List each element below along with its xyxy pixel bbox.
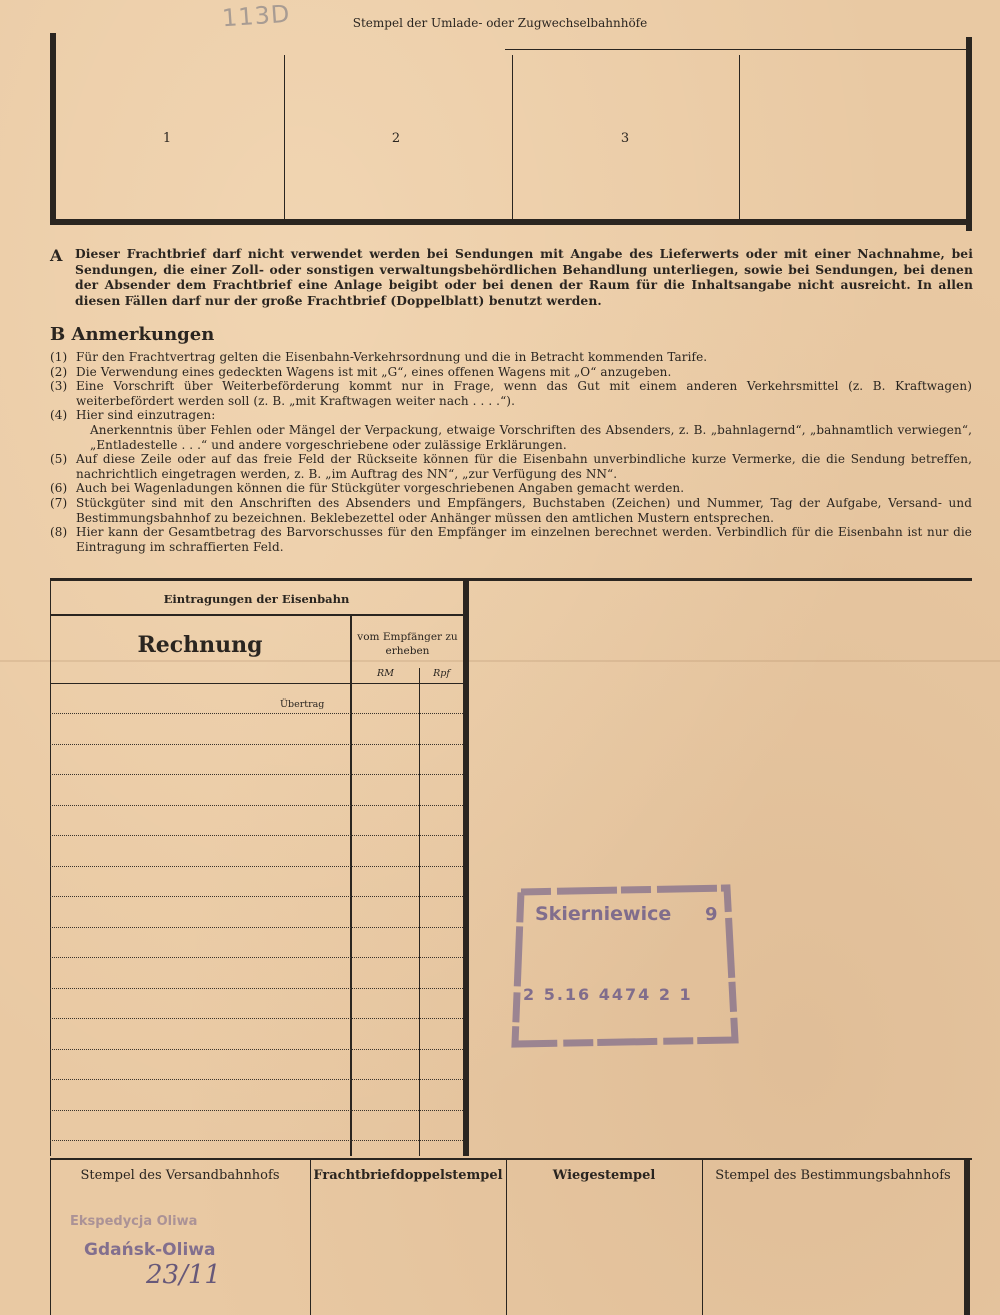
col-rpf: Rpf: [433, 668, 450, 679]
section-a-letter: A: [50, 246, 63, 265]
table-row: [50, 1079, 463, 1080]
stamp-station-name: Skierniewice: [535, 903, 672, 925]
table-row: [50, 744, 463, 745]
stamp-line-2: Gdańsk-Oliwa: [84, 1240, 216, 1260]
note-item: (4) Hier sind einzutragen: Anerkenntnis über Fehlen oder Mängel der Verpackung, etwaige Vorschriften des Absenders, z. B. „bahnlagernd“, „bahnamtlich verwiegen“, „Entladestelle . . .“ und andere vorgeschriebene oder zulässige Erklärungen.: [50, 408, 972, 452]
table-row: [50, 713, 463, 714]
note-item: (8) Hier kann der Gesamtbetrag des Barvorschusses für den Empfänger im einzelnen berechnet werden. Verbindlich für die Eisenbahn ist nur die Eintragung im schraffierten Feld.: [50, 525, 972, 554]
handwritten-note: 23/11: [146, 1260, 221, 1290]
stamp-label-doppel: Frachtbriefdoppelstempel: [313, 1168, 503, 1183]
table-left-border: [50, 581, 51, 1156]
top-box-title: Stempel der Umlade- oder Zugwechselbahnhöfe: [352, 16, 648, 30]
pencil-note: 113D: [221, 0, 292, 33]
note-item: (3) Eine Vorschrift über Weiterbeförderung kommt nur in Frage, wenn das Gut mit einem anderen Verkehrsmittel (z. B. Kraftwagen) weiterbefördert werden soll (z. B. „mit Kraftwagen weiter nach . . . .“).: [50, 379, 972, 408]
table-row: [50, 896, 463, 897]
table-row: [50, 866, 463, 867]
bottom-row-top-border: [50, 1158, 972, 1160]
amount-column-rule: [350, 615, 352, 1156]
table-row: [50, 927, 463, 928]
bottom-row-right-border: [964, 1160, 970, 1315]
note-item: (2) Die Verwendung eines gedeckten Wagens ist mit „G“, eines offenen Wagens mit „O“ anzugeben.: [50, 364, 672, 379]
ubertrag-label: Übertrag: [280, 699, 325, 710]
table-row: [50, 1018, 463, 1019]
note-item: (7) Stückgüter sind mit den Anschriften des Absenders und Empfängers, Buchstaben (Zeichen) und Nummer, Tag der Aufgabe, Versand- und Bestimmungsbahnhof zu bezeichnen. Beklebezettel oder Anhänger müssen den amtlichen Mustern entsprechen.: [50, 495, 972, 525]
collect-header: vom Empfänger zu erheben: [357, 631, 458, 657]
stamp-label-versand: Stempel des Versandbahnhofs: [80, 1168, 280, 1183]
section-a-text: Dieser Frachtbrief darf nicht verwendet werden bei Sendungen mit Angabe des Lieferwerts oder mit einer Nachnahme, bei Sendungen, die einer Zoll- oder sonstigen verwaltungsbehördlichen Behandlung unterliegen, sowie bei Sendungen, bei denen der Absender dem Frachtbrief eine Anlage beigibt oder bei denen der Raum für die Inhaltsangabe nicht ausreicht. In allen diesen Fällen darf nur der große Frachtbrief (Doppelblatt) benutzt werden.: [75, 246, 973, 308]
table-row: [50, 1049, 463, 1050]
table-row: [50, 1140, 463, 1141]
dispatch-stamp: [68, 1207, 278, 1307]
note-item: (1) Für den Frachtvertrag gelten die Eisenbahn-Verkehrsordnung und die in Betracht kommenden Tarife.: [50, 350, 708, 364]
stamp-column-2: 2: [391, 131, 401, 146]
stamp-column-1: 1: [162, 131, 172, 146]
paper-fold: [0, 660, 1000, 662]
table-rule: [50, 683, 463, 684]
stamp-column-3: 3: [620, 131, 630, 146]
rechnung-title: Rechnung: [137, 632, 263, 658]
rpf-column-rule: [419, 668, 420, 1156]
note-item: (6) Auch bei Wagenladungen können die für Stückgüter vorgeschriebenen Angaben gemacht werden.: [50, 481, 685, 496]
transfer-stamp-box: [50, 33, 972, 231]
stamp-label-wiege: Wiegestempel: [552, 1168, 656, 1183]
station-stamp: [505, 878, 740, 1048]
stamp-line-1: Ekspedycja Oliwa: [70, 1214, 198, 1229]
note-item: (5) Auf diese Zeile oder auf das freie Feld der Rückseite können für die Eisenbahn unverbindliche kurze Vermerke, die die Sendung betreffen, nachrichtlich eingetragen werden, z. B. „im Auftrag des NN“, „zur Verfügung des NN“.: [50, 452, 972, 481]
table-row: [50, 988, 463, 989]
table-right-border: [463, 581, 469, 1156]
table-top-border: [50, 578, 972, 581]
table-row: [50, 805, 463, 806]
table-header-rule: [50, 614, 463, 616]
table-row: [50, 957, 463, 958]
notes-list: [50, 350, 972, 554]
col-rm: RM: [377, 668, 394, 679]
table-header: Eintragungen der Eisenbahn: [163, 592, 350, 606]
table-row: [50, 1110, 463, 1111]
stamp-label-bestimmung: Stempel des Bestimmungsbahnhofs: [715, 1168, 951, 1183]
stamp-date: 2 5.16 4474 2 1: [523, 985, 693, 1004]
table-row: [50, 774, 463, 775]
table-row: [50, 835, 463, 836]
section-b-title: B Anmerkungen: [50, 324, 215, 345]
stamp-suffix: 9: [705, 904, 718, 925]
